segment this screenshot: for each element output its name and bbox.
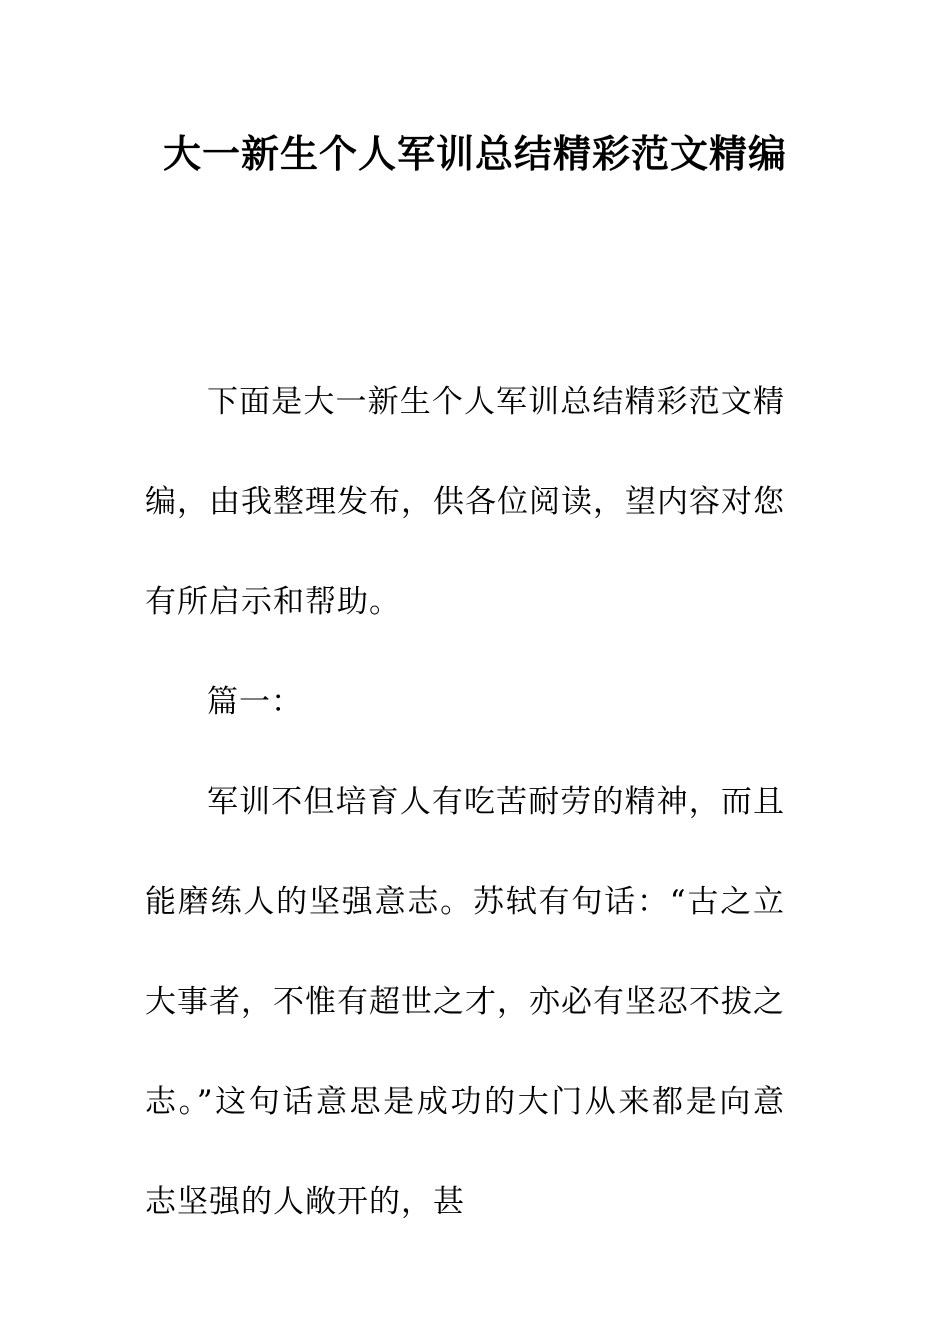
document-body [145, 352, 785, 1252]
document-title: 大一新生个人军训总结精彩范文精编 [162, 132, 787, 176]
body-paragraph: 军训不但培育人有吃苦耐劳的精神，而且能磨练人的坚强意志。苏轼有句话：“古之立大事者，不惟有超世之才，亦必有坚忍不拔之志。”这句话意思是成功的大门从来都是向意志坚强的人敞开的，甚 [145, 784, 785, 1220]
intro-paragraph: 下面是大一新生个人军训总结精彩范文精编，由我整理发布，供各位阅读，望内容对您有所启示和帮助。 [145, 384, 785, 620]
section-heading: 篇一： [207, 684, 303, 720]
